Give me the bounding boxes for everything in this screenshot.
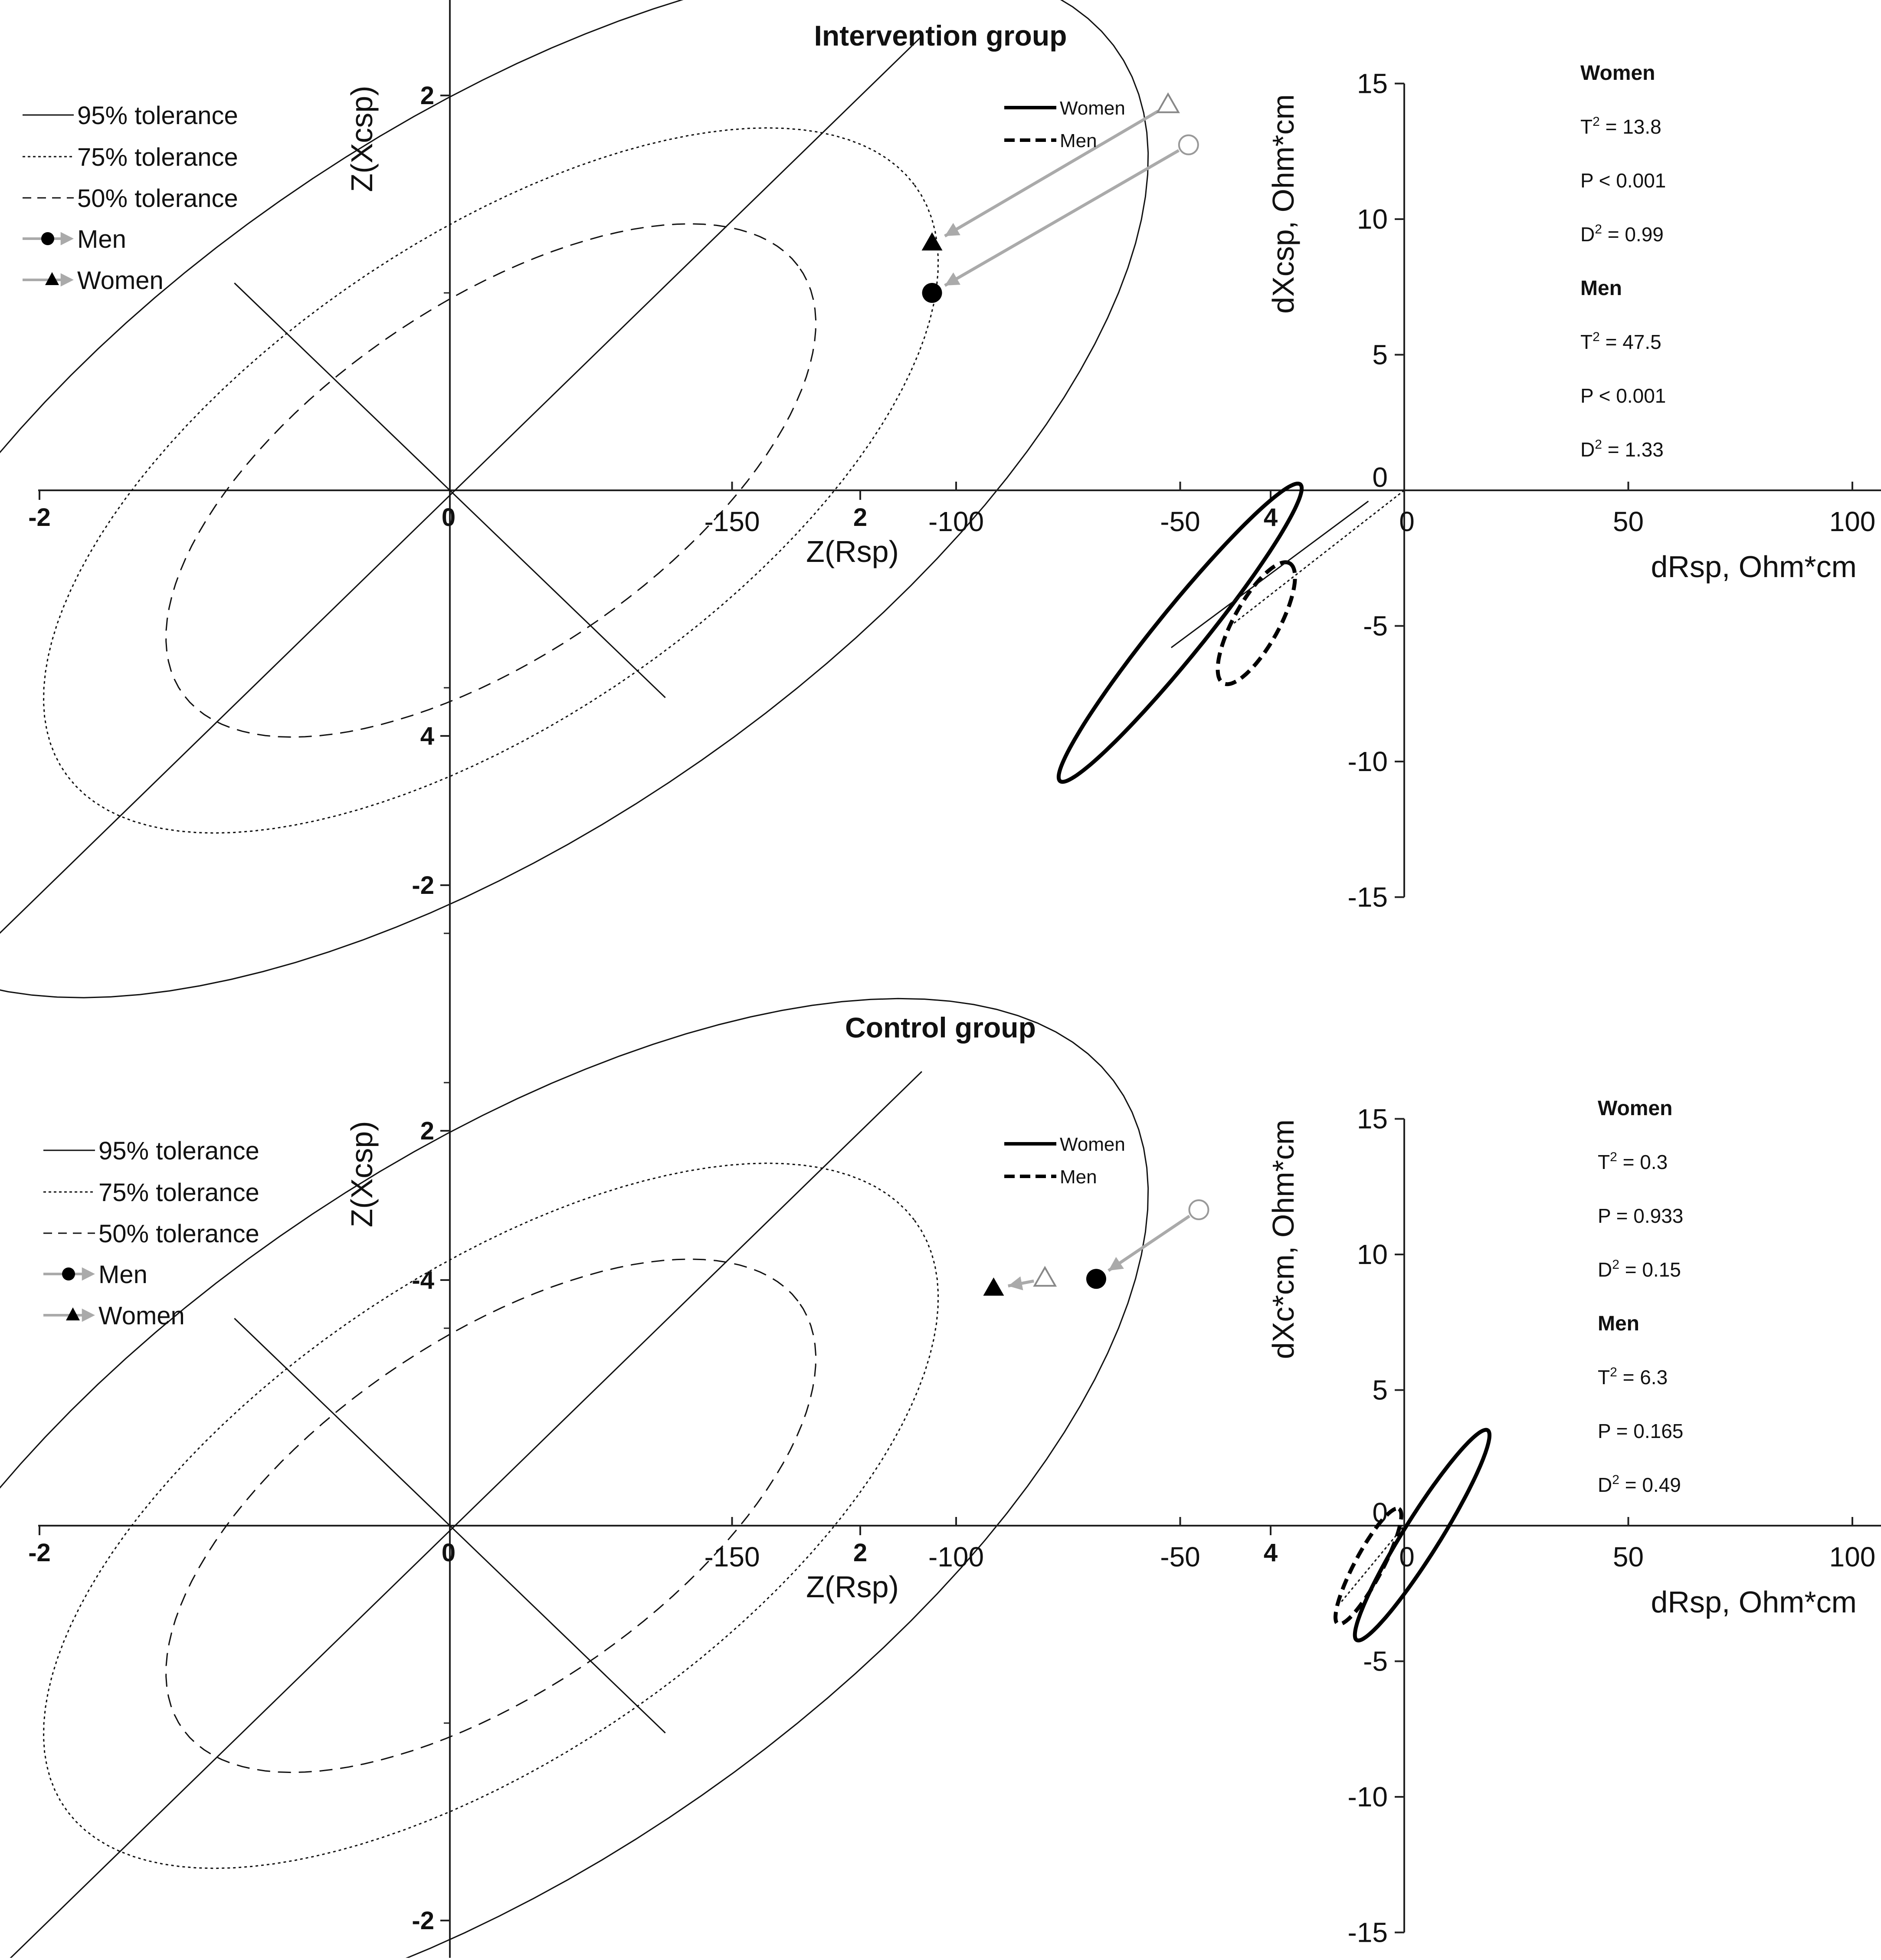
intervention-group-title: Intervention group (814, 20, 1067, 52)
control-group-title: Control group (845, 1011, 1036, 1044)
intervention-men-ellipse (1218, 562, 1295, 684)
control-z-x-tick-label: -2 (28, 1539, 51, 1567)
control-v-x-axis-label: dRsp, Ohm*cm (1651, 1585, 1857, 1619)
control-v-y-tick-label: -15 (1347, 1917, 1388, 1948)
intervention-legend-women-label: Women (77, 266, 164, 295)
control-stats-men-p: P = 0.165 (1598, 1420, 1684, 1442)
intervention-stats-women-heading: Women (1580, 62, 1655, 85)
control-women-ellipse (1355, 1430, 1489, 1640)
intervention-v-legend-women-label: Women (1060, 98, 1125, 119)
control-stats-women-t2: $T^2 = 0.3$ (1598, 1150, 1668, 1173)
intervention-z-x-tick-label: 4 (1263, 503, 1278, 532)
control-legend-75-label: 75% tolerance (98, 1179, 259, 1207)
control-legend-women-label: Women (98, 1302, 185, 1330)
control-stats-men-d2: $D^2 = 0.49$ (1598, 1473, 1681, 1496)
intervention-v-legend-men-label: Men (1060, 130, 1097, 151)
intervention-legend-arrow-head (61, 232, 74, 246)
control-women-arrow-head (1008, 1276, 1023, 1290)
intervention-legend-50-label: 50% tolerance (77, 184, 238, 213)
intervention-z-x-tick-label: 2 (853, 503, 868, 532)
control-v-y-tick-label: -5 (1363, 1645, 1388, 1677)
control-v-legend-men-label: Men (1060, 1166, 1097, 1188)
intervention-ellipse-50 (166, 224, 816, 737)
intervention-v-y-tick-label: 5 (1372, 339, 1388, 371)
control-legend-men-marker (62, 1267, 75, 1280)
intervention-v-x-tick-label: 0 (1399, 506, 1415, 537)
control-z-x-axis-label: Z(Rsp) (806, 1570, 899, 1604)
intervention-men-shift-arrow (945, 151, 1179, 286)
intervention-v-x-tick-label: -150 (704, 506, 760, 537)
control-legend-men-label: Men (98, 1261, 147, 1289)
control-v-y-axis-label: dXc*cm, Ohm*cm (1266, 1119, 1300, 1359)
control-z-y-tick-label: -2 (412, 1907, 434, 1935)
intervention-legend-75-label: 75% tolerance (77, 143, 238, 171)
intervention-z-y-tick-label: -4 (412, 1266, 434, 1294)
control-ellipse-50 (166, 1259, 816, 1773)
intervention-v-y-axis-label: dXcsp, Ohm*cm (1266, 94, 1300, 314)
control-stats-women-heading: Women (1598, 1097, 1673, 1120)
control-stats-women-p: P = 0.933 (1598, 1205, 1684, 1227)
control-men-baseline-point (1189, 1200, 1208, 1219)
intervention-v-x-tick-label: -50 (1160, 506, 1200, 537)
control-v-y-tick-label: 0 (1372, 1497, 1388, 1528)
intervention-men-baseline-point (1179, 135, 1198, 154)
control-z-y-axis-label: Z(Xcsp) (345, 1121, 379, 1228)
intervention-v-y-tick-label: 0 (1372, 462, 1388, 493)
intervention-z-x-axis-label: Z(Rsp) (806, 535, 899, 568)
control-legend-95-label: 95% tolerance (98, 1137, 259, 1165)
control-v-y-tick-label: 5 (1372, 1374, 1388, 1406)
intervention-stats-women-p: P < 0.001 (1580, 169, 1666, 192)
control-z-x-tick-label: 2 (853, 1539, 868, 1567)
control-v-x-tick-label: -100 (928, 1541, 984, 1573)
intervention-women-shift-arrow (945, 111, 1158, 236)
intervention-stats-men-p: P < 0.001 (1580, 384, 1666, 407)
intervention-z-y-tick-label: 2 (420, 82, 434, 110)
intervention-stats-women-t2: $T^2 = 13.8$ (1580, 115, 1661, 138)
control-v-y-tick-label: 10 (1357, 1239, 1388, 1270)
control-v-x-tick-label: 100 (1829, 1541, 1876, 1573)
control-z-x-tick-label: 0 (441, 1539, 456, 1567)
intervention-women-baseline-point (1158, 94, 1179, 112)
control-women-followup-point (983, 1277, 1004, 1296)
intervention-v-y-tick-label: 15 (1357, 68, 1388, 99)
intervention-legend-95-label: 95% tolerance (77, 102, 238, 130)
control-men-arrow-head (1108, 1257, 1124, 1271)
intervention-ellipse-75 (44, 128, 938, 833)
control-legend-arrow-head (82, 1309, 95, 1322)
intervention-women-followup-point (922, 232, 943, 250)
intervention-v-x-tick-label: 100 (1829, 506, 1876, 537)
intervention-legend-men-label: Men (77, 225, 126, 253)
intervention-v-y-tick-label: -10 (1347, 746, 1388, 777)
intervention-v-x-tick-label: 50 (1612, 506, 1644, 537)
intervention-stats-women-d2: $D^2 = 0.99$ (1580, 222, 1664, 246)
control-z-x-tick-label: 4 (1263, 1539, 1278, 1567)
intervention-v-y-tick-label: 10 (1357, 204, 1388, 235)
intervention-stats-men-d2: $D^2 = 1.33$ (1580, 437, 1664, 461)
control-v-x-tick-label: -150 (704, 1541, 760, 1573)
intervention-men-followup-point (922, 283, 942, 303)
intervention-z-x-tick-label: 0 (441, 503, 456, 532)
intervention-z-y-tick-label: -2 (412, 871, 434, 900)
intervention-v-y-tick-label: -5 (1363, 610, 1388, 642)
intervention-v-x-axis-label: dRsp, Ohm*cm (1651, 550, 1857, 584)
control-men-followup-point (1086, 1269, 1106, 1289)
control-z-y-tick-label: 4 (420, 722, 434, 750)
control-v-y-tick-label: -10 (1347, 1781, 1388, 1812)
control-stats-men-t2: $T^2 = 6.3$ (1598, 1365, 1668, 1389)
control-v-y-tick-label: 15 (1357, 1103, 1388, 1135)
control-men-shift-arrow (1108, 1216, 1190, 1271)
control-stats-women-d2: $D^2 = 0.15$ (1598, 1257, 1681, 1281)
intervention-stats-men-t2: $T^2 = 47.5$ (1580, 330, 1661, 353)
intervention-legend-men-marker (41, 232, 54, 245)
control-legend-50-label: 50% tolerance (98, 1220, 259, 1248)
intervention-v-x-tick-label: -100 (928, 506, 984, 537)
intervention-v-y-tick-label: -15 (1347, 881, 1388, 913)
control-ellipse-75 (44, 1163, 938, 1868)
control-v-legend-women-label: Women (1060, 1134, 1125, 1155)
control-v-x-tick-label: 50 (1612, 1541, 1644, 1573)
control-legend-arrow-head (82, 1267, 95, 1281)
intervention-stats-men-heading: Men (1580, 277, 1622, 300)
intervention-legend-arrow-head (61, 273, 74, 287)
intervention-z-y-axis-label: Z(Xcsp) (345, 85, 379, 192)
control-z-y-tick-label: 2 (420, 1117, 434, 1145)
control-stats-men-heading: Men (1598, 1312, 1639, 1335)
control-v-x-tick-label: -50 (1160, 1541, 1200, 1573)
intervention-z-x-tick-label: -2 (28, 503, 51, 532)
control-women-baseline-point (1035, 1267, 1055, 1286)
control-v-x-tick-label: 0 (1399, 1541, 1415, 1573)
